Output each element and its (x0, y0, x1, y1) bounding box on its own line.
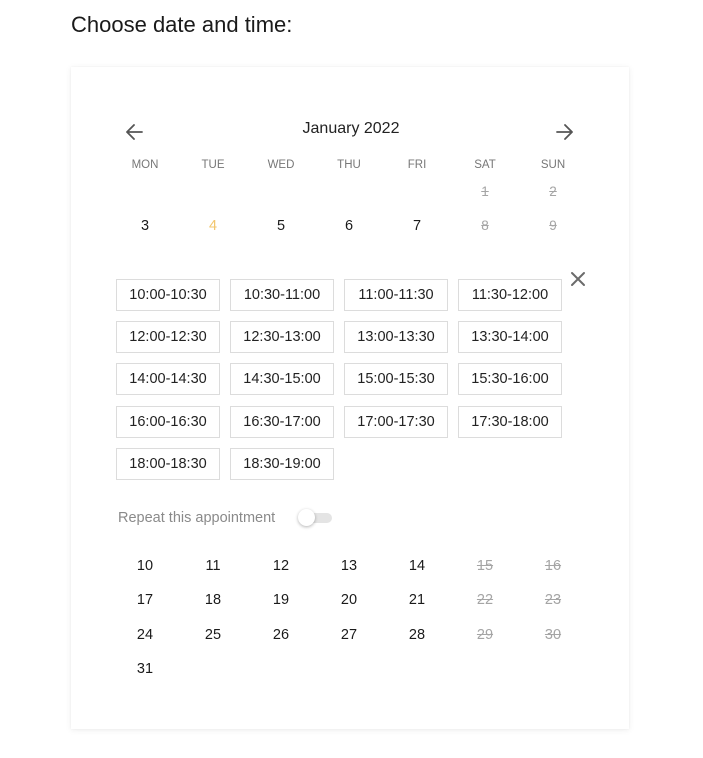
toggle-knob (298, 509, 315, 526)
time-slot-button[interactable]: 13:00-13:30 (344, 321, 448, 353)
weekday-mon: MON (131, 159, 159, 171)
day-cell[interactable]: 19 (272, 592, 290, 608)
time-slot-button[interactable]: 16:30-17:00 (230, 406, 334, 438)
day-cell[interactable]: 26 (272, 627, 290, 643)
arrow-left-icon (123, 120, 147, 144)
next-month-button[interactable] (552, 120, 576, 144)
time-slot-button[interactable]: 17:30-18:00 (458, 406, 562, 438)
time-slot-button[interactable]: 11:00-11:30 (344, 279, 448, 311)
day-cell-disabled: 15 (476, 558, 494, 574)
repeat-appointment-label: Repeat this appointment (118, 510, 276, 526)
time-slot-button[interactable]: 12:30-13:00 (230, 321, 334, 353)
close-time-slots-button[interactable] (568, 269, 588, 289)
weekday-thu: THU (337, 159, 361, 171)
weekday-sun: SUN (540, 159, 566, 171)
time-slot-button[interactable]: 18:00-18:30 (116, 448, 220, 480)
day-cell[interactable]: 27 (340, 627, 358, 643)
repeat-appointment-toggle[interactable] (298, 509, 334, 527)
day-cell-disabled: 1 (481, 184, 489, 199)
day-cell[interactable]: 12 (272, 558, 290, 574)
day-cell-today[interactable]: 4 (208, 218, 218, 234)
weekday-sat: SAT (474, 159, 496, 171)
day-cell-disabled: 23 (544, 592, 562, 608)
day-cell-disabled: 8 (481, 218, 489, 233)
time-slot-button[interactable]: 12:00-12:30 (116, 321, 220, 353)
time-slot-button[interactable]: 13:30-14:00 (458, 321, 562, 353)
day-cell[interactable]: 5 (276, 218, 286, 234)
day-cell[interactable]: 31 (136, 661, 154, 677)
time-slot-button[interactable]: 10:30-11:00 (230, 279, 334, 311)
day-cell[interactable]: 21 (408, 592, 426, 608)
day-cell-disabled: 29 (476, 627, 494, 643)
day-cell[interactable]: 17 (136, 592, 154, 608)
day-cell[interactable]: 11 (205, 558, 221, 574)
time-slot-button[interactable]: 14:30-15:00 (230, 363, 334, 395)
day-cell[interactable]: 24 (136, 627, 154, 643)
month-label: January 2022 (302, 120, 400, 137)
time-slot-button[interactable]: 18:30-19:00 (230, 448, 334, 480)
day-cell-disabled: 2 (549, 184, 557, 199)
time-slot-button[interactable]: 14:00-14:30 (116, 363, 220, 395)
weekday-wed: WED (267, 159, 295, 171)
time-slot-button[interactable]: 11:30-12:00 (458, 279, 562, 311)
prev-month-button[interactable] (123, 120, 147, 144)
day-cell[interactable]: 20 (340, 592, 358, 608)
day-cell-disabled: 9 (549, 218, 557, 233)
day-cell-disabled: 30 (544, 627, 562, 643)
arrow-right-icon (552, 120, 576, 144)
day-cell[interactable]: 10 (136, 558, 154, 574)
day-cell[interactable]: 18 (204, 592, 222, 608)
day-cell[interactable]: 14 (408, 558, 426, 574)
time-slot-button[interactable]: 10:00-10:30 (116, 279, 220, 311)
time-slot-button[interactable]: 17:00-17:30 (344, 406, 448, 438)
time-slot-button[interactable]: 16:00-16:30 (116, 406, 220, 438)
close-icon (568, 269, 588, 289)
time-slot-button[interactable]: 15:30-16:00 (458, 363, 562, 395)
day-cell[interactable]: 25 (204, 627, 222, 643)
day-cell[interactable]: 6 (344, 218, 354, 234)
time-slot-button[interactable]: 15:00-15:30 (344, 363, 448, 395)
date-time-picker-card (71, 67, 629, 729)
day-cell-disabled: 16 (544, 558, 562, 574)
day-cell-disabled: 22 (476, 592, 494, 608)
page-title: Choose date and time: (71, 12, 293, 37)
weekday-fri: FRI (407, 159, 427, 171)
day-cell[interactable]: 7 (412, 218, 422, 234)
day-cell[interactable]: 28 (408, 627, 426, 643)
day-cell[interactable]: 3 (140, 218, 150, 234)
day-cell[interactable]: 13 (340, 558, 358, 574)
weekday-tue: TUE (201, 159, 225, 171)
